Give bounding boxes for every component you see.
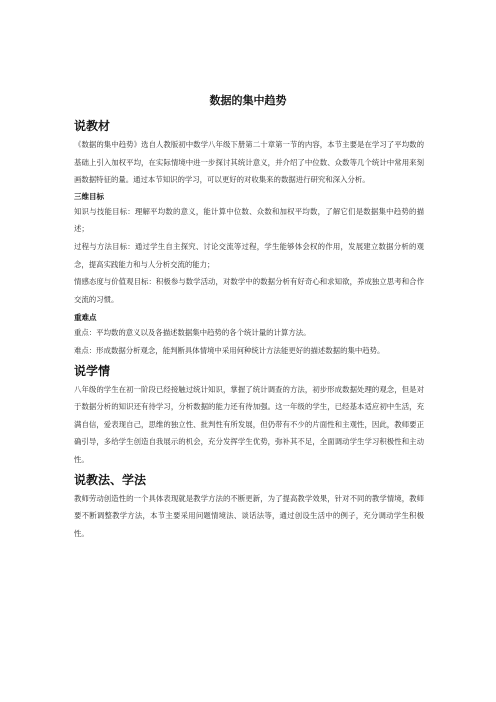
subheading-three-dimensional-goals: 三维目标 — [74, 191, 104, 201]
goal-attitude-paragraph: 情感态度与价值观目标：积极参与数学活动，对数学中的数据分析有好奇心和求知欲，养成独立思考和合作交流的习惯。 — [74, 277, 424, 304]
students-paragraph: 八年级的学生在初一阶段已经接触过统计知识，掌握了统计调查的方法，初步形成数据处理的观念，但是对于数据分析的知识还有待学习，分析数据的能力还有待加强。这一年级的学生，已经基本适应初中生活，充满自信，爱表现自己，思维的独立性、批判性有所发展，但仍带有不少的片面性和主观性，因此，教师要正确引导，多给学生创造自我展示的机会，充分发挥学生优势，弥补其不足，全面调动学生学习积极性和主动性。 — [74, 384, 424, 464]
key-point-paragraph: 重点：平均数的意义以及各描述数据集中趋势的各个统计量的计算方法。 — [74, 328, 311, 338]
difficult-point-paragraph: 难点：形成数据分析观念，能判断具体情境中采用何种统计方法能更好的描述数据的集中趋势。 — [74, 345, 385, 355]
textbook-intro-paragraph: 《数据的集中趋势》选自人教版初中数学八年级下册第二十章第一节的内容，本节主要是在学习了平均数的基础上引入加权平均，在实际情境中进一步探讨其统计意义，并介绍了中位数、众数等几个统计中常用来刻画数据特征的量。通过本节知识的学习，可以更好的对收集来的数据进行研究和深入分析。 — [74, 140, 424, 185]
section-heading-students: 说学情 — [74, 363, 111, 378]
goal-knowledge-paragraph: 知识与技能目标：理解平均数的意义，能计算中位数、众数和加权平均数，了解它们是数据集中趋势的描述； — [74, 206, 424, 234]
document-body — [74, 118, 424, 542]
methods-paragraph: 教师劳动创造性的一个具体表现就是教学方法的不断更新，为了提高教学效果，针对不同的教学情境，教师要不断调整教学方法，本节主要采用问题情境法、谈话法等，通过创设生活中的例子，充分调动学生积极性。 — [74, 493, 424, 538]
document-title: 数据的集中趋势 — [209, 94, 287, 107]
section-heading-textbook: 说教材 — [74, 119, 111, 133]
section-heading-methods: 说教法、学法 — [74, 472, 147, 487]
subheading-key-points: 重难点 — [74, 313, 97, 323]
goal-process-paragraph: 过程与方法目标：通过学生自主探究、讨论交流等过程，学生能够体会权的作用，发展建立数据分析的观念，提高实践能力和与人分析交流的能力； — [74, 241, 424, 269]
